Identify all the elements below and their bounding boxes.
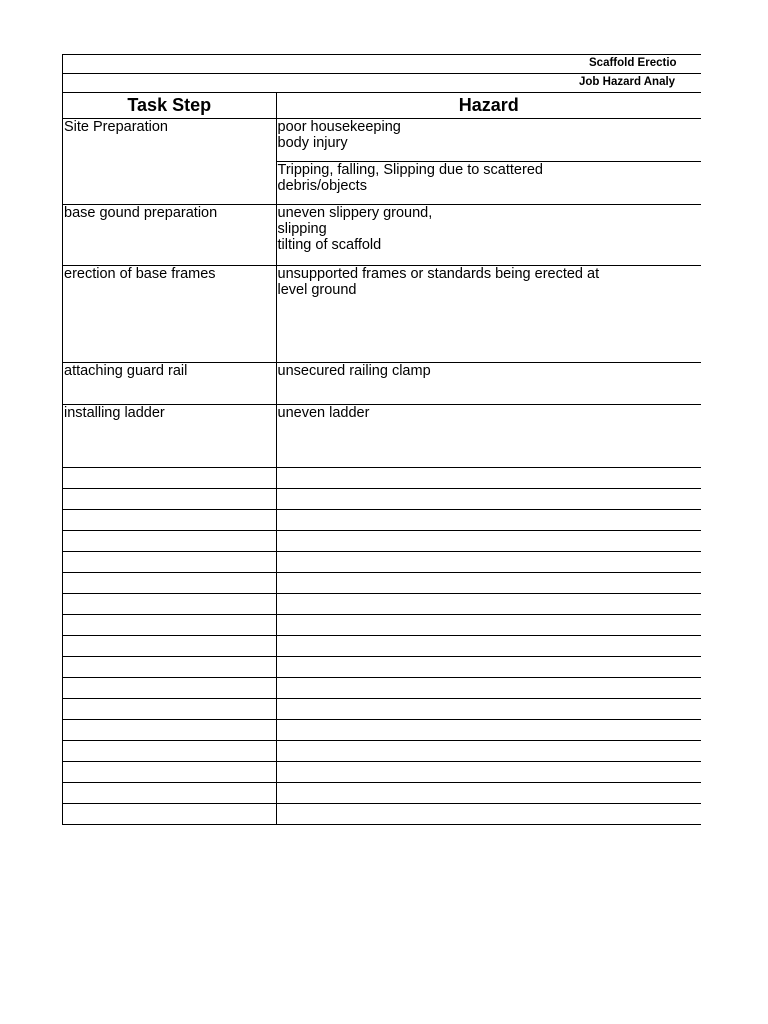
task-cell [63, 119, 276, 205]
hazard-line: unsupported frames or standards being erected at [277, 266, 600, 282]
blank-row [63, 489, 701, 510]
table-row [63, 119, 701, 162]
empty-cell [63, 489, 276, 510]
blank-row [63, 678, 701, 699]
blank-row [63, 594, 701, 615]
hazard-line: tilting of scaffold [277, 237, 382, 253]
empty-cell [63, 594, 276, 615]
hazard-cell [276, 205, 701, 266]
empty-cell [63, 741, 276, 762]
blank-row [63, 510, 701, 531]
empty-cell [276, 783, 701, 804]
empty-cell [63, 573, 276, 594]
task-label: erection of base frames [64, 266, 216, 282]
blank-row [63, 720, 701, 741]
empty-cell [276, 594, 701, 615]
table-row [63, 363, 701, 405]
empty-cell [63, 510, 276, 531]
blank-row [63, 468, 701, 489]
empty-cell [63, 762, 276, 783]
task-label: base gound preparation [64, 205, 218, 221]
blank-row [63, 783, 701, 804]
empty-cell [63, 615, 276, 636]
hazard-line: Tripping, falling, Slipping due to scattered [277, 162, 543, 178]
empty-cell [63, 804, 276, 825]
empty-cell [276, 489, 701, 510]
empty-cell [276, 573, 701, 594]
task-cell [63, 363, 276, 405]
header-row [63, 93, 701, 119]
task-label: attaching guard rail [64, 363, 188, 379]
blank-row [63, 573, 701, 594]
blank-row [63, 762, 701, 783]
blank-row [63, 615, 701, 636]
empty-cell [276, 741, 701, 762]
header-hazard: Hazard [276, 93, 701, 119]
empty-cell [63, 657, 276, 678]
empty-cell [276, 636, 701, 657]
empty-cell [276, 468, 701, 489]
task-cell [63, 266, 276, 363]
empty-cell [276, 720, 701, 741]
empty-cell [63, 468, 276, 489]
hazard-table [63, 93, 701, 825]
hazard-cell [276, 405, 701, 468]
title-row-2 [63, 74, 701, 93]
empty-cell [276, 510, 701, 531]
title-row-1 [63, 55, 701, 74]
empty-cell [63, 783, 276, 804]
document-title: Scaffold Erectio [589, 57, 677, 69]
task-label: installing ladder [64, 405, 165, 421]
blank-row [63, 636, 701, 657]
hazard-cell [276, 266, 701, 363]
document-subtitle: Job Hazard Analy [579, 76, 676, 88]
empty-cell [276, 762, 701, 783]
task-cell [63, 405, 276, 468]
hazard-line: slipping [277, 221, 327, 237]
hazard-line: body injury [277, 135, 348, 151]
table-row [63, 266, 701, 363]
empty-cell [276, 804, 701, 825]
blank-row [63, 657, 701, 678]
blank-row [63, 804, 701, 825]
hazard-cell [276, 363, 701, 405]
task-label: Site Preparation [64, 119, 168, 135]
empty-cell [63, 552, 276, 573]
header-task-step: Task Step [63, 93, 276, 119]
empty-cell [276, 699, 701, 720]
table-row [63, 405, 701, 468]
blank-row [63, 741, 701, 762]
empty-cell [63, 699, 276, 720]
empty-cell [63, 720, 276, 741]
hazard-line: uneven ladder [277, 405, 370, 421]
empty-cell [276, 657, 701, 678]
task-cell [63, 205, 276, 266]
empty-cell [63, 531, 276, 552]
empty-cell [276, 531, 701, 552]
hazard-cell [276, 119, 701, 162]
empty-cell [276, 615, 701, 636]
hazard-line: uneven slippery ground, [277, 205, 433, 221]
table-row [63, 205, 701, 266]
hazard-line: poor housekeeping [277, 119, 401, 135]
empty-cell [63, 678, 276, 699]
empty-cell [276, 552, 701, 573]
blank-row [63, 699, 701, 720]
empty-cell [63, 636, 276, 657]
hazard-line: debris/objects [277, 178, 367, 194]
blank-row [63, 531, 701, 552]
hazard-line: unsecured railing clamp [277, 363, 431, 379]
hazard-line: level ground [277, 282, 357, 298]
empty-cell [276, 678, 701, 699]
hazard-analysis-sheet [62, 54, 701, 825]
blank-row [63, 552, 701, 573]
hazard-cell [276, 162, 701, 205]
